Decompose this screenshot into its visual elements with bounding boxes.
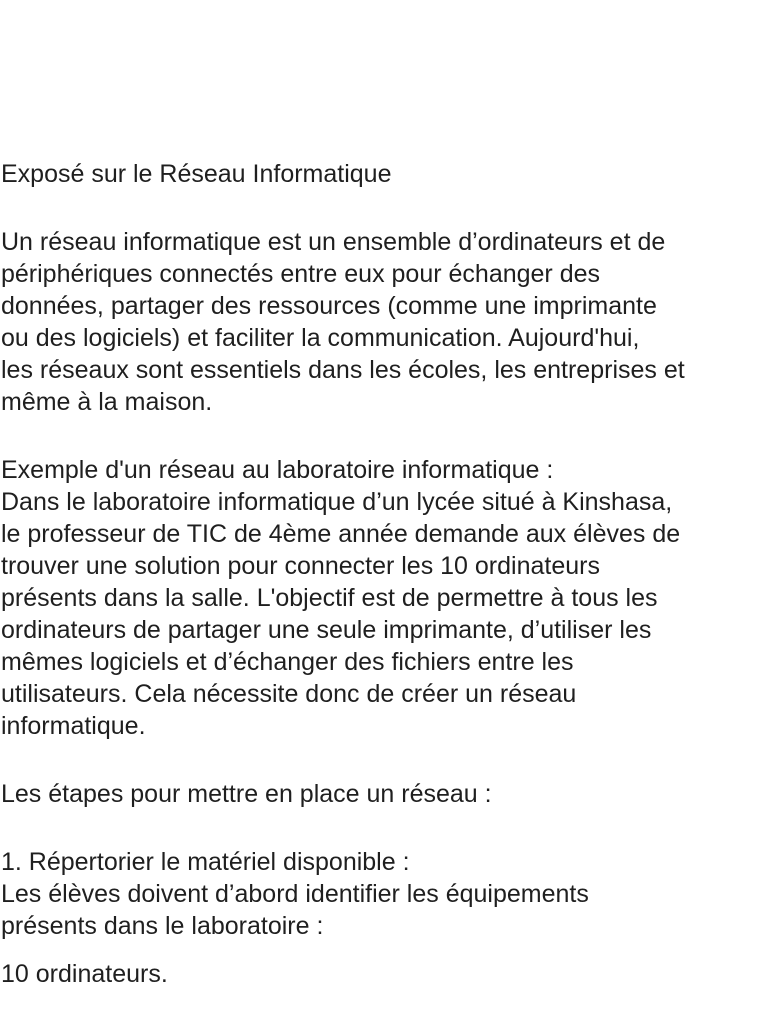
text-line: données, partager des ressources (comme une imprimante (1, 292, 657, 320)
spacer (1, 742, 767, 778)
list-item: 10 ordinateurs. (1, 960, 168, 988)
steps-heading: Les étapes pour mettre en place un réseau : (1, 780, 492, 808)
spacer (1, 190, 767, 226)
text-line: même à la maison. (1, 388, 213, 416)
document-title: Exposé sur le Réseau Informatique (1, 160, 392, 188)
text-line: présents dans le laboratoire : (1, 912, 324, 940)
text-line: présents dans la salle. L'objectif est de permettre à tous les (1, 584, 658, 612)
spacer (1, 942, 767, 958)
text-line: périphériques connectés entre eux pour échanger des (1, 260, 601, 288)
text-line: Dans le laboratoire informatique d’un lycée situé à Kinshasa, (1, 488, 673, 516)
text-line: le professeur de TIC de 4ème année demande aux élèves de (1, 520, 681, 548)
text-line: 1. Répertorier le matériel disponible : (1, 848, 410, 876)
spacer (1, 418, 767, 454)
text-line: ou des logiciels) et faciliter la communication. Aujourd'hui, (1, 324, 640, 352)
text-line: mêmes logiciels et d’échanger des fichiers entre les (1, 648, 574, 676)
text-line: utilisateurs. Cela nécessite donc de créer un réseau (1, 680, 577, 708)
text-line: Un réseau informatique est un ensemble d’ordinateurs et de (1, 228, 666, 256)
text-line: Exemple d'un réseau au laboratoire informatique : (1, 456, 554, 484)
example-paragraph (1, 454, 767, 742)
spacer (1, 810, 767, 846)
document-body (1, 158, 767, 990)
text-line: ordinateurs de partager une seule imprimante, d’utiliser les (1, 616, 652, 644)
text-line: informatique. (1, 712, 146, 740)
text-line: Les élèves doivent d’abord identifier les équipements (1, 880, 589, 908)
text-line: trouver une solution pour connecter les 10 ordinateurs (1, 552, 600, 580)
intro-paragraph (1, 226, 767, 418)
text-line: les réseaux sont essentiels dans les écoles, les entreprises et (1, 356, 685, 384)
step-1-paragraph (1, 846, 767, 942)
